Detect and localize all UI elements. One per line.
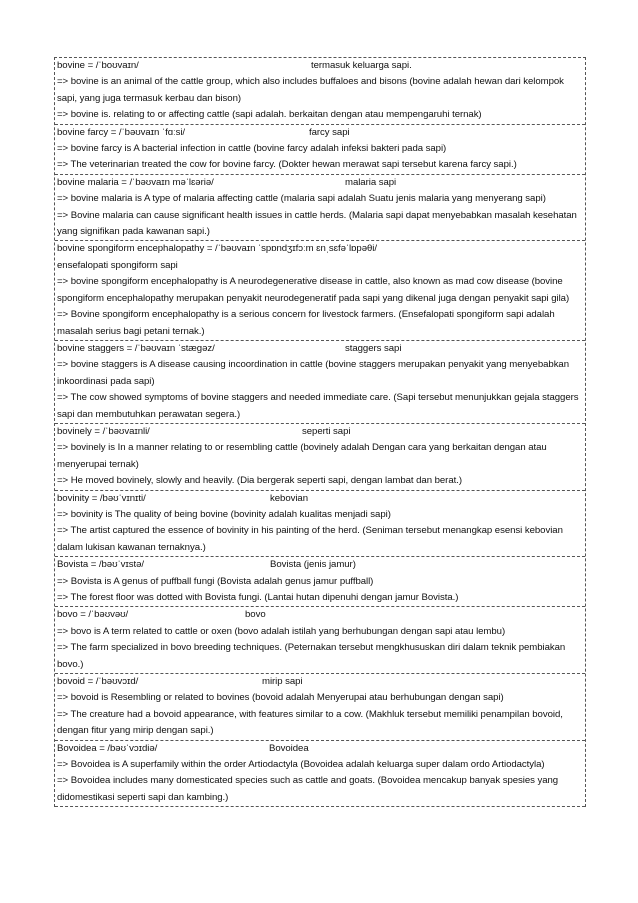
entry-headword: bovine farcy = /ˈbəʊvaɪn ˈfɑːsi/	[57, 126, 186, 138]
entry-translation: mirip sapi	[262, 676, 303, 688]
entry-example: => The cow showed symptoms of bovine staggers and needed immediate care. (Sapi tersebut menunjukkan gejala staggers sapi dan membutuhkan perawatan segera.)	[57, 392, 579, 420]
entry-translation: Bovoidea	[269, 742, 309, 754]
entry-headword: bovinely = /ˈbəʊvaɪnli/	[57, 425, 150, 437]
entry-translation: staggers sapi	[345, 342, 402, 354]
entry-bovine-malaria	[55, 175, 585, 242]
entry-example: => The veterinarian treated the cow for bovine farcy. (Dokter hewan merawat sapi tersebut karena farcy sapi.)	[57, 159, 517, 171]
entry-translation: termasuk keluarga sapi.	[311, 60, 412, 71]
entry-headword: bovine malaria = /ˈbəʊvaɪn məˈlɛəriə/	[57, 176, 214, 188]
entry-definition: => bovine is an animal of the cattle group, which also includes buffaloes and bisons (bovine adalah hewan dari kelompok sapi, yang juga termasuk kerbau dan bison)	[57, 76, 564, 104]
entry-translation: Bovista (jenis jamur)	[270, 559, 356, 571]
entry-headword: bovine = /ˈboʊvaɪn/	[57, 60, 139, 71]
entry-headword: bovine spongiform encephalopathy = /ˈbəʊvaɪn ˈspɒndʒɪfɔːm ɛnˌsɛfəˈlɒpəθi/	[57, 243, 377, 255]
entry-example: => Bovoidea includes many domesticated species such as cattle and goats. (Bovoidea mencakup banyak spesies yang didomestikasi seperti sapi dan kambing.)	[57, 775, 559, 803]
entry-example: => The creature had a bovoid appearance, with features similar to a cow. (Makhluk tersebut memiliki penampilan bovoid, dengan fitur yang mirip dengan sapi.)	[57, 708, 563, 737]
entry-example: => He moved bovinely, slowly and heavily. (Dia bergerak seperti sapi, dengan lambat dan berat.)	[57, 475, 462, 487]
entry-translation: bovo	[245, 609, 266, 621]
entry-bovine-staggers	[55, 341, 585, 424]
entry-bovinely	[55, 424, 585, 491]
entry-headword: bovine staggers = /ˈbəʊvaɪn ˈstæɡəz/	[57, 342, 215, 354]
entry-bovo	[55, 607, 585, 674]
entry-bovine-farcy	[55, 125, 585, 175]
entry-definition: => Bovista is A genus of puffball fungi (Bovista adalah genus jamur puffball)	[57, 575, 374, 587]
entry-bovoid	[55, 674, 585, 741]
entry-headword: Bovista = /bəʊˈvɪstə/	[57, 559, 145, 571]
entry-bovista	[55, 557, 585, 607]
entry-translation: ensefalopati spongiform sapi	[57, 259, 178, 271]
entry-definition: => bovine malaria is A type of malaria affecting cattle (malaria sapi adalah Suatu jenis malaria yang menyerang sapi)	[57, 193, 546, 205]
entry-definition: => bovinity is The quality of being bovine (bovinity adalah kualitas menjadi sapi)	[57, 508, 391, 520]
entry-example: => The artist captured the essence of bovinity in his painting of the herd. (Seniman tersebut menangkap esensi kebovian dalam lukisan kawanan ternaknya.)	[57, 525, 563, 553]
entry-translation: malaria sapi	[345, 176, 397, 188]
entry-bovinity	[55, 491, 585, 558]
entry-translation: seperti sapi	[302, 425, 351, 437]
entry-bovoidea	[55, 741, 585, 808]
entry-example: => The forest floor was dotted with Bovista fungi. (Lantai hutan dipenuhi dengan jamur Bovista.)	[57, 592, 459, 603]
entry-definition: => bovine farcy is A bacterial infection in cattle (bovine farcy adalah infeksi bakteri pada sapi)	[57, 143, 447, 155]
entry-translation: kebovian	[270, 492, 309, 504]
entry-headword: bovoid = /ˈbəʊvɔɪd/	[57, 676, 139, 688]
entry-definition: => Bovoidea is A superfamily within the order Artiodactyla (Bovoidea adalah keluarga super dalam ordo Artiodactyla)	[57, 759, 545, 771]
entry-definition: => bovine spongiform encephalopathy is A neurodegenerative disease in cattle, also known as mad cow disease (bovine spongiform encephalopathy merupakan penyakit neurodegeneratif pada sapi yang dikenal juga dengan penyakit sapi gila)	[57, 276, 570, 304]
entry-translation: farcy sapi	[309, 126, 350, 138]
entry-definition: => bovoid is Resembling or related to bovines (bovoid adalah Menyerupai atau berhubungan dengan sapi)	[57, 692, 504, 704]
entry-definition: => bovine staggers is A disease causing incoordination in cattle (bovine staggers merupakan penyakit yang menyebabkan inkoordinasi pada sapi)	[57, 359, 570, 387]
entry-headword: Bovoidea = /bəʊˈvɔɪdiə/	[57, 742, 158, 754]
entry-definition: => bovo is A term related to cattle or oxen (bovo adalah istilah yang berhubungan dengan sapi atau lembu)	[57, 625, 506, 637]
entry-example: => Bovine spongiform encephalopathy is a serious concern for livestock farmers. (Ensefalopati spongiform sapi adalah masalah serius bagi petani ternak.)	[57, 309, 555, 337]
entry-example: => The farm specialized in bovo breeding techniques. (Peternakan tersebut mengkhususkan diri dalam teknik pembiakan bovo.)	[57, 642, 566, 670]
entry-definition: => bovine is. relating to or affecting cattle (sapi adalah. berkaitan dengan atau mempengaruhi ternak)	[57, 109, 482, 121]
dictionary-sheet	[54, 57, 586, 807]
entry-headword: bovo = /ˈbəʊvəʊ/	[57, 609, 129, 621]
entry-bovine-spongiform-encephalopathy	[55, 241, 585, 340]
entry-headword: bovinity = /bəʊˈvɪnɪti/	[57, 492, 146, 504]
entry-example: => Bovine malaria can cause significant health issues in cattle herds. (Malaria sapi dapat menyebabkan masalah kesehatan yang signifikan pada kawanan sapi.)	[57, 209, 577, 238]
entry-bovine	[55, 58, 585, 125]
entry-definition: => bovinely is In a manner relating to or resembling cattle (bovinely adalah Dengan cara yang berkaitan dengan atau menyerupai ternak)	[57, 442, 547, 470]
